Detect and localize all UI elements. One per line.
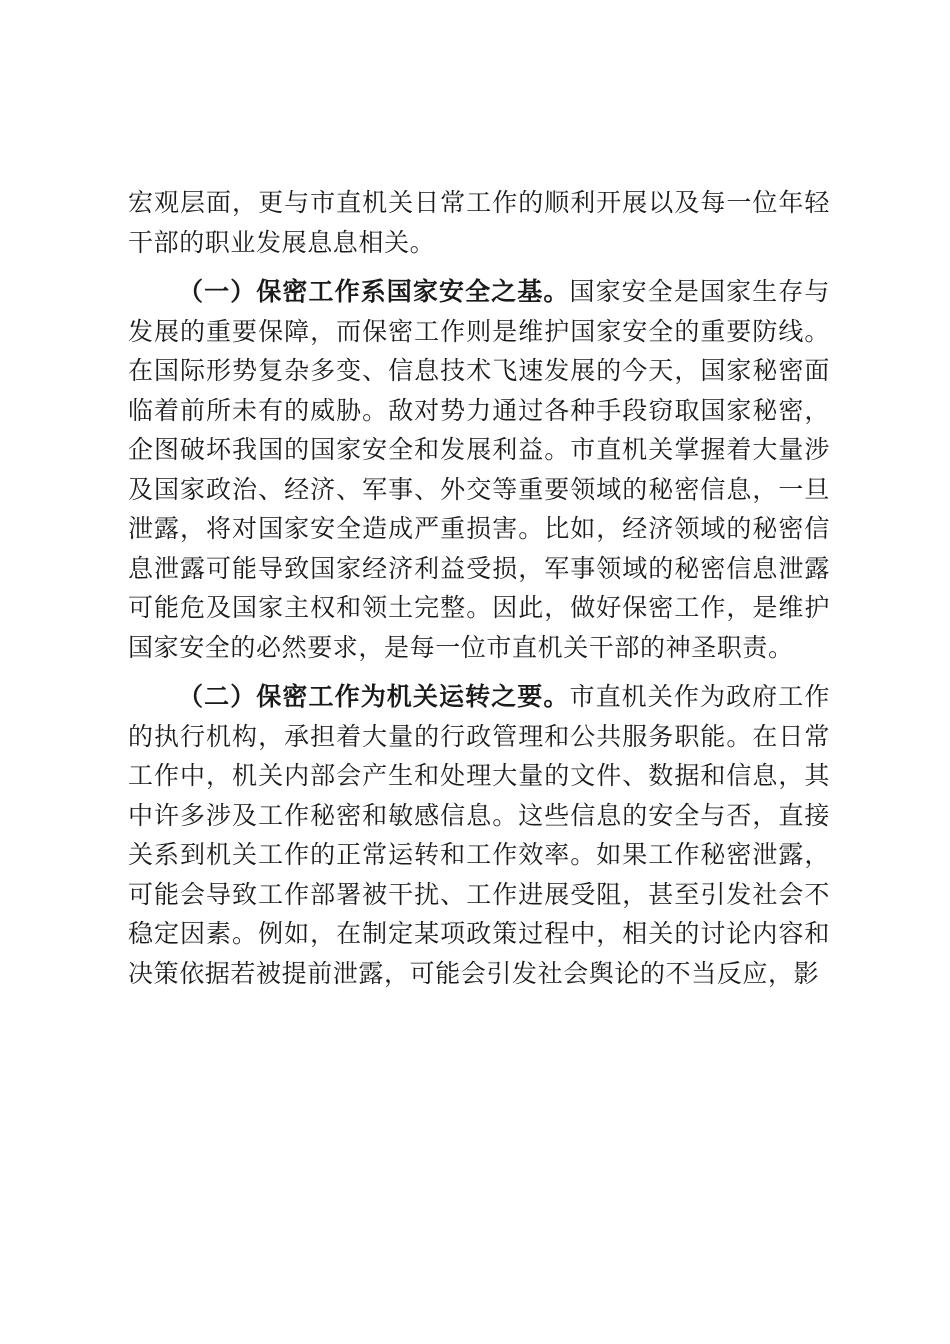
section-heading-1: （一）保密工作系国家安全之基。 [178,277,570,306]
section-heading-2: （二）保密工作为机关运转之要。 [178,682,570,711]
document-body [128,183,830,993]
paragraph-text: 国家安全是国家生存与发展的重要保障，而保密工作则是维护国家安全的重要防线。在国际形势复杂多变、信息技术飞速发展的今天，国家秘密面临着前所未有的威胁。敌对势力通过各种手段窃取国家秘密，企图破坏我国的国家安全和发展利益。市直机关掌握着大量涉及国家政治、经济、军事、外交等重要领域的秘密信息，一旦泄露，将对国家安全造成严重损害。比如，经济领域的秘密信息泄露可能导致国家经济利益受损，军事领域的秘密信息泄露可能危及国家主权和领土完整。因此，做好保密工作，是维护国家安全的必然要求，是每一位市直机关干部的神圣职责。 [128,277,830,662]
paragraph-text: 市直机关作为政府工作的执行机构，承担着大量的行政管理和公共服务职能。在日常工作中，机关内部会产生和处理大量的文件、数据和信息，其中许多涉及工作秘密和敏感信息。这些信息的安全与否，直接关系到机关工作的正常运转和工作效率。如果工作秘密泄露，可能会导致工作部署被干扰、工作进展受阻，甚至引发社会不稳定因素。例如，在制定某项政策过程中，相关的讨论内容和决策依据若被提前泄露，可能会引发社会舆论的不当反应，影 [128,682,830,988]
paragraph-section-1 [128,272,830,667]
paragraph-section-2 [128,677,830,993]
paragraph-text: 宏观层面，更与市直机关日常工作的顺利开展以及每一位年轻干部的职业发展息息相关。 [128,188,830,257]
paragraph-continuation [128,183,830,262]
